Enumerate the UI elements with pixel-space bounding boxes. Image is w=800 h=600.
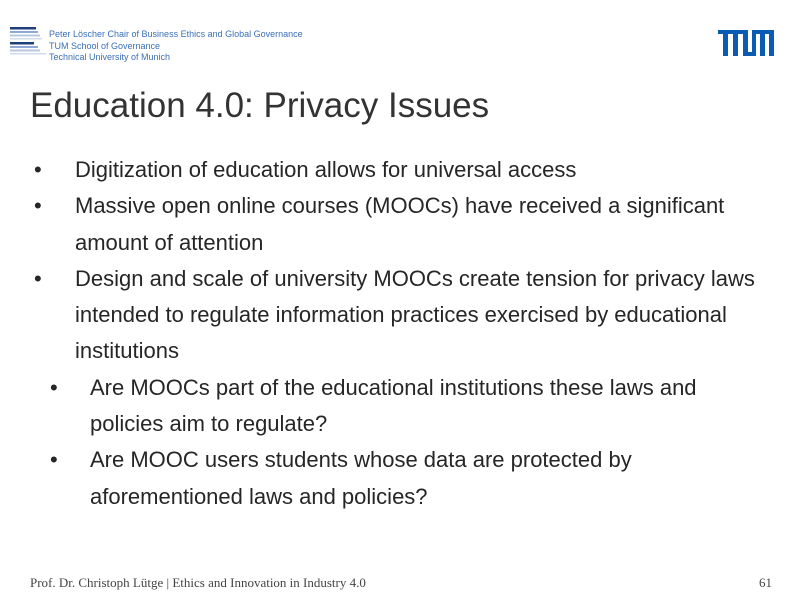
bullet-item: • Digitization of education allows for universal access <box>0 152 800 188</box>
sub-bullet-item: • Are MOOC users students whose data are protected by aforementioned laws and policies? <box>0 442 760 515</box>
header-line: TUM School of Governance <box>49 40 161 51</box>
header-line: Peter Löscher Chair of Business Ethics and Global Governance <box>49 29 303 39</box>
header-affiliation <box>49 29 303 64</box>
chair-logo-icon <box>10 27 46 59</box>
bullet-icon: • <box>50 374 58 400</box>
bullet-icon: • <box>50 447 58 473</box>
bullet-icon: • <box>34 157 42 182</box>
bullet-icon: • <box>34 265 42 291</box>
bullet-list <box>0 152 800 515</box>
tum-logo-icon <box>718 30 774 56</box>
bullet-icon: • <box>34 193 42 219</box>
slide-title: Education 4.0: Privacy Issues <box>30 86 490 125</box>
footer-text: Prof. Dr. Christoph Lütge | Ethics and Innovation in Industry 4.0 <box>30 575 366 590</box>
bullet-item: • Massive open online courses (MOOCs) have received a significant amount of attention <box>0 188 745 261</box>
sub-bullet-item: • Are MOOCs part of the educational institutions these laws and policies aim to regulate? <box>0 370 730 443</box>
bullet-item: • Design and scale of university MOOCs create tension for privacy laws intended to regulate information practices exercised by educational institutions <box>0 261 755 370</box>
page-number: 61 <box>759 575 772 590</box>
header-line: Technical University of Munich <box>49 52 171 62</box>
